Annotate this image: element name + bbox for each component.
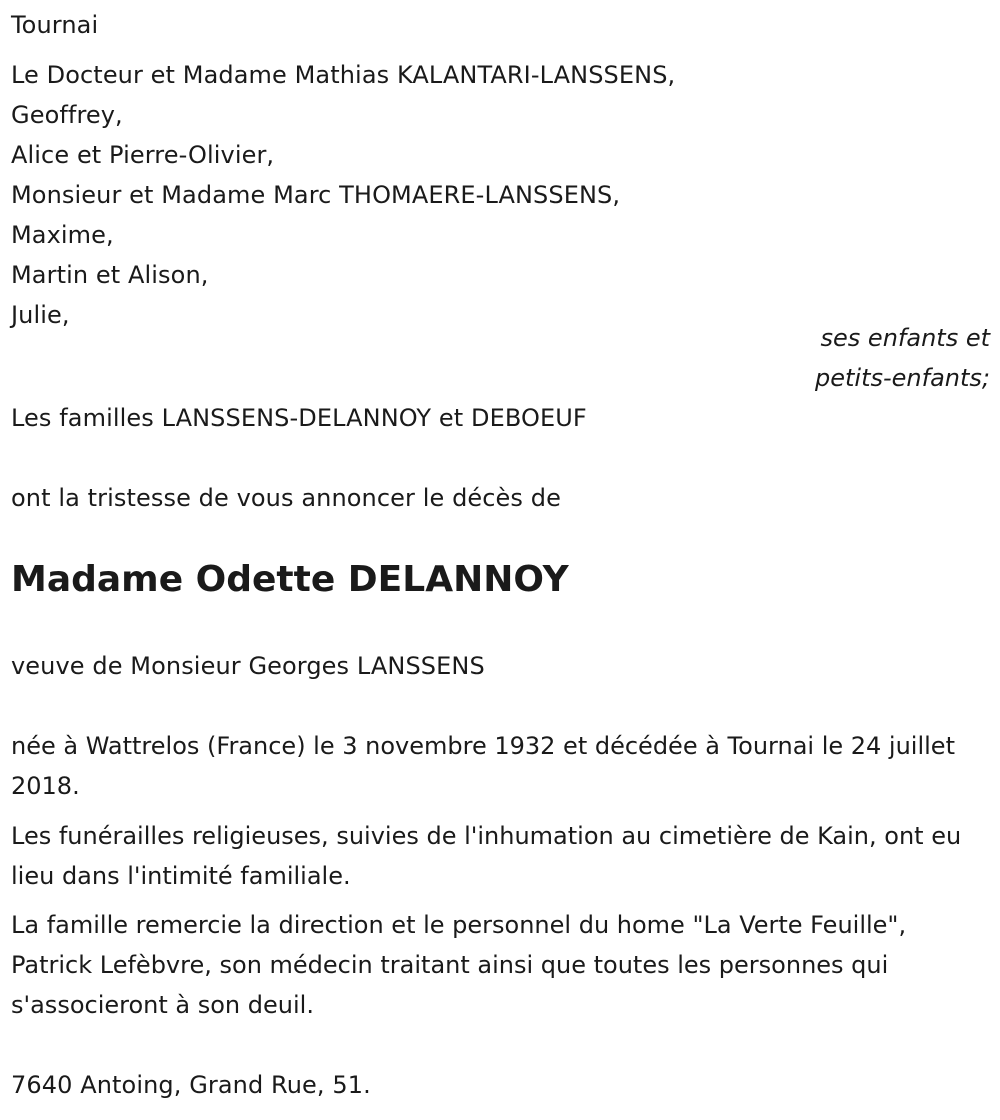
address: 7640 Antoing, Grand Rue, 51. <box>11 1071 371 1099</box>
family-line-2: Geoffrey, <box>11 101 123 129</box>
family-line-6: Martin et Alison, <box>11 261 209 289</box>
family-line-1: Le Docteur et Madame Mathias KALANTARI-LANSSENS, <box>11 61 676 89</box>
deceased-name: Madame Odette DELANNOY <box>11 559 569 600</box>
families-line: Les familles LANSSENS-DELANNOY et DEBOEUF <box>11 404 587 432</box>
funeral-info: Les funérailles religieuses, suivies de l'inhumation au cimetière de Kain, ont eu lieu dans l'intimité familiale. <box>11 822 962 890</box>
family-line-7: Julie, <box>11 301 70 329</box>
family-line-3: Alice et Pierre-Olivier, <box>11 141 275 169</box>
location: Tournai <box>11 11 99 39</box>
announcement: ont la tristesse de vous annoncer le décès de <box>11 484 561 512</box>
family-line-5: Maxime, <box>11 221 114 249</box>
relation-line-2: petits-enfants; <box>815 364 990 392</box>
family-line-4: Monsieur et Madame Marc THOMAERE-LANSSENS, <box>11 181 621 209</box>
widow-of: veuve de Monsieur Georges LANSSENS <box>11 652 485 680</box>
thanks-paragraph: La famille remercie la direction et le personnel du home "La Verte Feuille", Patrick Lefèbvre, son médecin traitant ainsi que toutes les personnes qui s'associeront à son deuil. <box>11 911 907 1019</box>
relation-line-1: ses enfants et <box>820 324 990 352</box>
birth-death: née à Wattrelos (France) le 3 novembre 1932 et décédée à Tournai le 24 juillet 2018. <box>11 732 955 800</box>
